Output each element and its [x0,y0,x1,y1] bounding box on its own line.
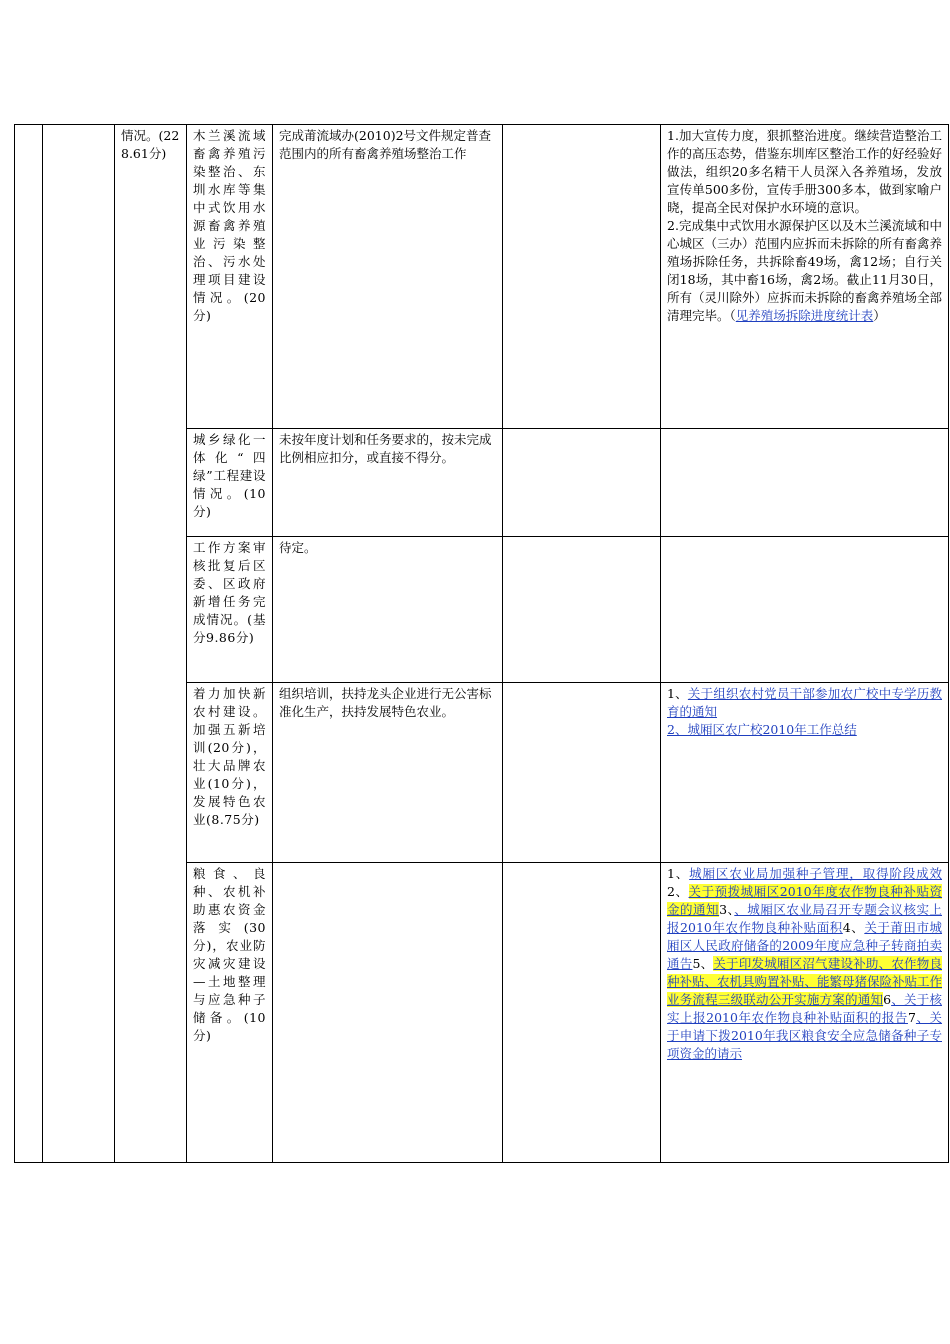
evidence-link[interactable]: 关于莆田市城厢区人民政府储备的2009年度应急种子转商拍卖通告 [667,920,943,971]
evidence-link[interactable]: 、关于核实上报2010年农作物良种补贴面积的报告 [667,992,942,1025]
col-index-cell [15,125,43,1163]
item-cell: 粮食、良种、农机补助惠农资金落实(30分)，农业防灾减灾建设—土地整理与应急种子储备。(10分) [187,863,273,1163]
evidence-cell [661,125,949,429]
evidence-text: 6 [883,992,892,1007]
evidence-cell [661,683,949,863]
evidence-text: 3、 [719,902,735,917]
evidence-cell [661,537,949,683]
evidence-link[interactable]: 、城厢区农业局召开专题会议核实上报2010年农作物良种补贴面积 [667,902,942,935]
evidence-link[interactable]: 关于印发城厢区沼气建设补助、农作物良种补贴、农机具购置补贴、能繁母猪保险补贴工作业务流程三级联动公开实施方案的通知 [667,956,943,1007]
score-cell [503,683,661,863]
evidence-text: 2.完成集中式饮用水源保护区以及木兰溪流域和中心城区（三办）范围内应拆而未拆除的所有畜禽养殖场拆除任务，共拆除畜49场，禽12场；自行关闭18场，其中畜16场，禽2场。截止11月30日，所有（灵川除外）应拆而未拆除的畜禽养殖场全部清理完毕。（ [667,218,943,323]
standard-cell [273,863,503,1163]
standard-cell: 待定。 [273,537,503,683]
score-cell [503,863,661,1163]
evidence-paragraph [667,217,942,325]
evidence-link[interactable]: 、关于申请下拨2010年我区粮食安全应急储备种子专项资金的请示 [667,1010,942,1061]
evidence-link[interactable]: 2、城厢区农广校2010年工作总结 [667,722,857,737]
evidence-link[interactable]: 见养殖场拆除进度统计表 [735,308,874,323]
evidence-text: 5、 [692,956,714,971]
evidence-link[interactable]: 城厢区农业局加强种子管理，取得阶段成效 [689,866,942,881]
evidence-text: 4、 [842,920,865,935]
evidence-text: 1、 [667,686,688,701]
item-cell: 城乡绿化一体化“四绿”工程建设情况。(10分) [187,429,273,537]
header-cell: 情况。(228.61分) [115,125,187,1163]
evidence-cell [661,863,949,1163]
evidence-cell [661,429,949,537]
evidence-paragraph: 1.加大宣传力度，狠抓整治进度。继续营造整治工作的高压态势，借鉴东圳库区整治工作的好经验好做法，组织20多名精干人员深入各养殖场，发放宣传单500多份，宣传手册300多本，做到家喻户晓，提高全民对保护水环境的意识。 [667,128,943,215]
score-cell [503,125,661,429]
evidence-text: 1、 [667,866,690,881]
score-cell [503,537,661,683]
evidence-link[interactable]: 关于组织农村党员干部参加农广校中专学历教育的通知 [667,686,942,719]
col-category-cell [43,125,115,1163]
standard-cell: 未按年度计划和任务要求的，按未完成比例相应扣分，或直接不得分。 [273,429,503,537]
item-cell: 着力加快新农村建设。加强五新培训(20分)，壮大品牌农业(10分)，发展特色农业(8.75分) [187,683,273,863]
table-row [15,125,949,429]
standard-cell: 组织培训，扶持龙头企业进行无公害标准化生产，扶持发展特色农业。 [273,683,503,863]
evidence-link[interactable]: 关于预拨城厢区2010年度农作物良种补贴资金的通知 [667,884,943,917]
evidence-paragraph [667,685,942,721]
item-cell: 木兰溪流域畜禽养殖污染整治、东圳水库等集中式饮用水源畜禽养殖业污染整治、污水处理项目建设情况。(20分) [187,125,273,429]
evidence-text: 2、 [667,884,689,899]
evidence-text: ） [873,308,886,323]
assessment-table [14,124,949,1163]
standard-cell: 完成莆流域办(2010)2号文件规定普查范围内的所有畜禽养殖场整治工作 [273,125,503,429]
evidence-text: 7 [907,1010,916,1025]
item-cell: 工作方案审核批复后区委、区政府新增任务完成情况。(基分9.86分) [187,537,273,683]
score-cell [503,429,661,537]
